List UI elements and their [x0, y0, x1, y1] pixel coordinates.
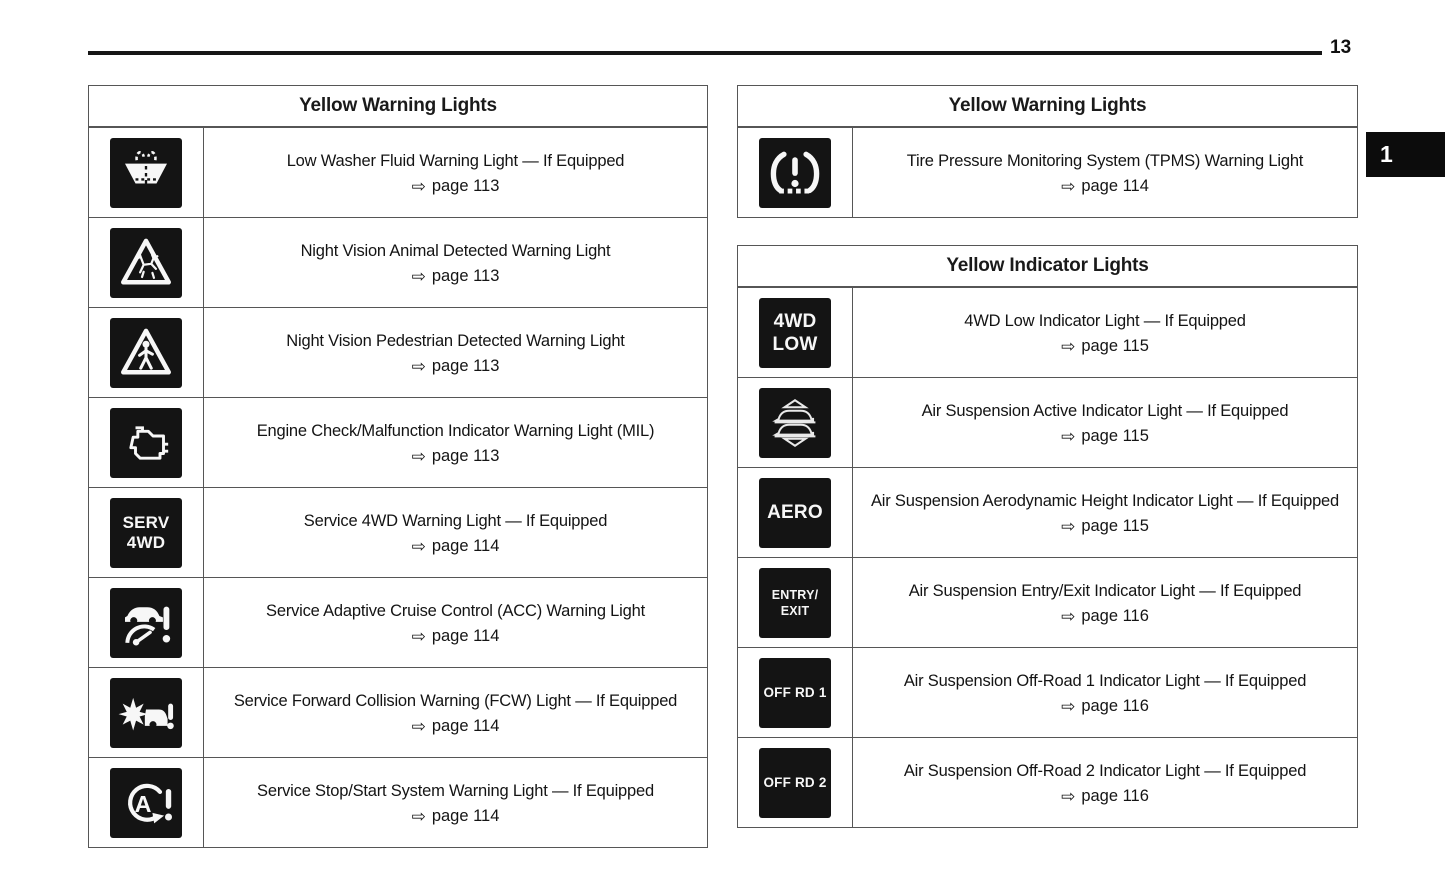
warning-light-label: Tire Pressure Monitoring System (TPMS) Warning Light: [906, 152, 1304, 170]
table-row: [89, 577, 707, 667]
page-ref-text: page 116: [1081, 607, 1149, 625]
right-column: [737, 85, 1358, 828]
warning-light-label: Low Washer Fluid Warning Light — If Equipped: [286, 152, 625, 170]
night-vision-animal-icon: [110, 228, 182, 298]
warning-light-label: Service 4WD Warning Light — If Equipped: [303, 512, 608, 530]
page-ref-text: page 115: [1081, 427, 1149, 445]
page-arrow-icon: ⇨: [411, 267, 426, 286]
page-ref-text: page 116: [1081, 787, 1149, 805]
page-reference: [412, 627, 500, 646]
yellow-warning-lights-table-left: [88, 85, 708, 848]
tile-text: LOW: [772, 333, 818, 355]
page-reference: [1061, 787, 1149, 806]
page-arrow-icon: ⇨: [1061, 177, 1076, 196]
page-reference: [412, 447, 500, 466]
page-reference: [1061, 517, 1149, 536]
svg-text:A: A: [134, 790, 152, 817]
page-arrow-icon: ⇨: [1061, 607, 1076, 626]
page-reference: [1061, 607, 1149, 626]
table-row: [738, 737, 1357, 827]
page-ref-text: page 113: [431, 447, 500, 465]
washer-fluid-warning-glyph: [117, 145, 175, 201]
indicator-light-label: Air Suspension Active Indicator Light — If Equipped: [921, 402, 1289, 420]
tile-text: AERO: [767, 501, 823, 523]
page-ref-text: page 116: [1081, 697, 1149, 715]
page-reference: [1061, 337, 1149, 356]
off-road-2-tile: [759, 748, 831, 818]
yellow-indicator-lights-table: [737, 245, 1358, 828]
night-vision-pedestrian-glyph: [118, 325, 174, 381]
warning-light-label: Service Adaptive Cruise Control (ACC) Warning Light: [266, 602, 645, 620]
page-number: 13: [1330, 37, 1352, 58]
indicator-light-label: Air Suspension Off-Road 1 Indicator Light — If Equipped: [903, 672, 1307, 690]
table-row: [89, 307, 707, 397]
indicator-light-label: Air Suspension Aerodynamic Height Indicator Light — If Equipped: [870, 492, 1339, 510]
washer-fluid-warning-icon: [110, 138, 182, 208]
service-fcw-warning-icon: [110, 678, 182, 748]
section-tab: [1366, 132, 1445, 177]
table-title: Yellow Warning Lights: [89, 86, 707, 127]
table-row: [738, 557, 1357, 647]
tile-text: EXIT: [780, 603, 810, 618]
page-arrow-icon: ⇨: [411, 807, 426, 826]
air-suspension-active-glyph: [767, 395, 823, 451]
page-ref-text: page 114: [431, 537, 500, 555]
service-stop-start-warning-icon: [110, 768, 182, 838]
night-vision-pedestrian-icon: [110, 318, 182, 388]
left-column: [88, 85, 708, 848]
page-arrow-icon: ⇨: [411, 717, 426, 736]
4wd-low-tile: [759, 298, 831, 368]
service-stop-start-glyph: [118, 775, 174, 831]
table-row: [738, 647, 1357, 737]
service-acc-glyph: [118, 595, 174, 651]
warning-light-label: Night Vision Pedestrian Detected Warning Light: [286, 332, 625, 350]
table-row: [738, 377, 1357, 467]
page-reference: [1061, 177, 1149, 196]
page-arrow-icon: ⇨: [1061, 787, 1076, 806]
night-vision-animal-glyph: [118, 235, 174, 291]
page-reference: [412, 537, 500, 556]
header-rule: [88, 51, 1322, 55]
tile-text: OFF RD 2: [763, 774, 827, 790]
page-reference: [1061, 427, 1149, 446]
page-reference: [412, 717, 500, 736]
engine-check-glyph: [117, 415, 175, 471]
page-ref-text: page 115: [1081, 337, 1149, 355]
service-fcw-glyph: [118, 685, 174, 741]
air-suspension-active-icon: [759, 388, 831, 458]
page-arrow-icon: ⇨: [411, 627, 426, 646]
page-ref-text: page 114: [431, 807, 500, 825]
yellow-warning-lights-table-right: [737, 85, 1358, 218]
indicator-light-label: Air Suspension Entry/Exit Indicator Light — If Equipped: [908, 582, 1302, 600]
page-ref-text: page 113: [431, 177, 500, 195]
table-row: [89, 127, 707, 217]
table-row: [738, 287, 1357, 377]
service-acc-warning-icon: [110, 588, 182, 658]
table-row: [89, 667, 707, 757]
page-reference: [1061, 697, 1149, 716]
warning-light-label: Service Stop/Start System Warning Light — If Equipped: [257, 782, 654, 800]
table-row: [738, 127, 1357, 217]
section-tab-label: 1: [1380, 141, 1393, 167]
engine-check-mil-icon: [110, 408, 182, 478]
warning-light-label: Night Vision Animal Detected Warning Light: [300, 242, 611, 260]
page-arrow-icon: ⇨: [411, 537, 426, 556]
warning-light-label: Engine Check/Malfunction Indicator Warning Light (MIL): [256, 422, 655, 440]
page-ref-text: page 113: [431, 357, 500, 375]
tpms-warning-icon: [759, 138, 831, 208]
indicator-light-label: 4WD Low Indicator Light — If Equipped: [964, 312, 1246, 330]
tile-text: OFF RD 1: [763, 684, 827, 700]
table-row: [89, 757, 707, 847]
warning-light-label: Service Forward Collision Warning (FCW) Light — If Equipped: [233, 692, 678, 710]
tpms-glyph: [767, 145, 823, 201]
table-row: [738, 467, 1357, 557]
page-ref-text: page 114: [1081, 177, 1149, 195]
table-title: Yellow Warning Lights: [738, 86, 1357, 127]
tile-text: ENTRY/: [771, 587, 819, 602]
page-arrow-icon: ⇨: [411, 177, 426, 196]
page-arrow-icon: ⇨: [1061, 427, 1076, 446]
tile-text: SERV: [122, 512, 170, 532]
table-row: [89, 217, 707, 307]
page-ref-text: page 115: [1081, 517, 1149, 535]
table-row: [89, 397, 707, 487]
table-row: [89, 487, 707, 577]
page-arrow-icon: ⇨: [1061, 697, 1076, 716]
page-arrow-icon: ⇨: [1061, 337, 1076, 356]
indicator-light-label: Air Suspension Off-Road 2 Indicator Light — If Equipped: [903, 762, 1307, 780]
tile-text: 4WD: [773, 310, 817, 332]
serv-4wd-tile: [110, 498, 182, 568]
aero-tile: [759, 478, 831, 548]
page-ref-text: page 113: [431, 267, 500, 285]
page-reference: [412, 357, 500, 376]
page-reference: [412, 177, 500, 196]
page-ref-text: page 114: [431, 627, 500, 645]
page-reference: [412, 807, 500, 826]
page-arrow-icon: ⇨: [411, 357, 426, 376]
page-arrow-icon: ⇨: [411, 447, 426, 466]
page-ref-text: page 114: [431, 717, 500, 735]
tile-text: 4WD: [126, 532, 166, 552]
page-arrow-icon: ⇨: [1061, 517, 1076, 536]
off-road-1-tile: [759, 658, 831, 728]
page-reference: [412, 267, 500, 286]
entry-exit-tile: [759, 568, 831, 638]
table-title: Yellow Indicator Lights: [738, 246, 1357, 287]
